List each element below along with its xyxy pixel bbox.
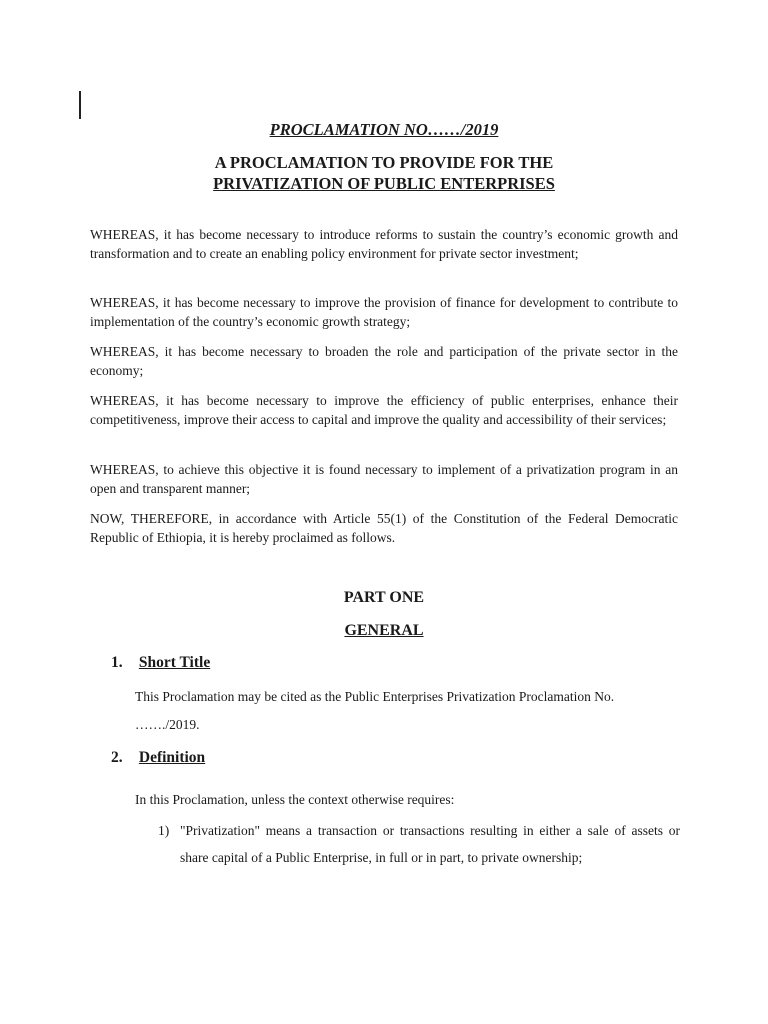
preamble-paragraph: WHEREAS, it has become necessary to improve the efficiency of public enterprises, enhance their competitiveness, improve their access to capital and improve the quality and accessibility of their services;	[90, 393, 678, 427]
proclamation-number: PROCLAMATION NO……/2019	[269, 120, 499, 139]
section-heading-short-title	[111, 654, 210, 672]
title-line-1: A PROCLAMATION TO PROVIDE FOR THE	[214, 153, 554, 172]
part-subheading: GENERAL	[344, 622, 424, 639]
section-text-short-title: This Proclamation may be cited as the Public Enterprises Privatization Proclamation No. ……./2019.	[135, 689, 615, 732]
part-heading: PART ONE	[343, 589, 425, 606]
preamble-paragraph: WHEREAS, it has become necessary to introduce reforms to sustain the country’s economic growth and transformation and to create an enabling policy environment for private sector investment;	[90, 227, 678, 261]
definition-item	[158, 817, 680, 871]
preamble-paragraph: WHEREAS, to achieve this objective it is found necessary to implement of a privatization program in an open and transparent manner;	[90, 462, 678, 496]
section-title: Short Title	[138, 654, 211, 671]
section-text-definition-intro: In this Proclamation, unless the context otherwise requires:	[135, 792, 455, 807]
section-number: 1.	[111, 654, 123, 671]
definition-item-text: "Privatization" means a transaction or transactions resulting in either a sale of assets or share capital of a Public Enterprise, in full or in part, to private ownership;	[180, 823, 680, 865]
section-title: Definition	[138, 749, 206, 766]
preamble-paragraph: WHEREAS, it has become necessary to improve the provision of finance for development to contribute to implementation of the country’s economic growth strategy;	[90, 295, 678, 329]
proclamation-title	[0, 152, 768, 194]
title-line-2: PRIVATIZATION OF PUBLIC ENTERPRISES	[213, 174, 555, 193]
preamble-paragraph: WHEREAS, it has become necessary to broaden the role and participation of the private sector in the economy;	[90, 344, 678, 378]
definition-item-number: 1)	[158, 823, 170, 838]
enacting-clause: NOW, THEREFORE, in accordance with Article 55(1) of the Constitution of the Federal Democratic Republic of Ethiopia, it is hereby proclaimed as follows.	[90, 511, 678, 545]
text-cursor	[79, 91, 81, 119]
section-heading-definition	[111, 749, 205, 767]
section-number: 2.	[111, 749, 123, 766]
